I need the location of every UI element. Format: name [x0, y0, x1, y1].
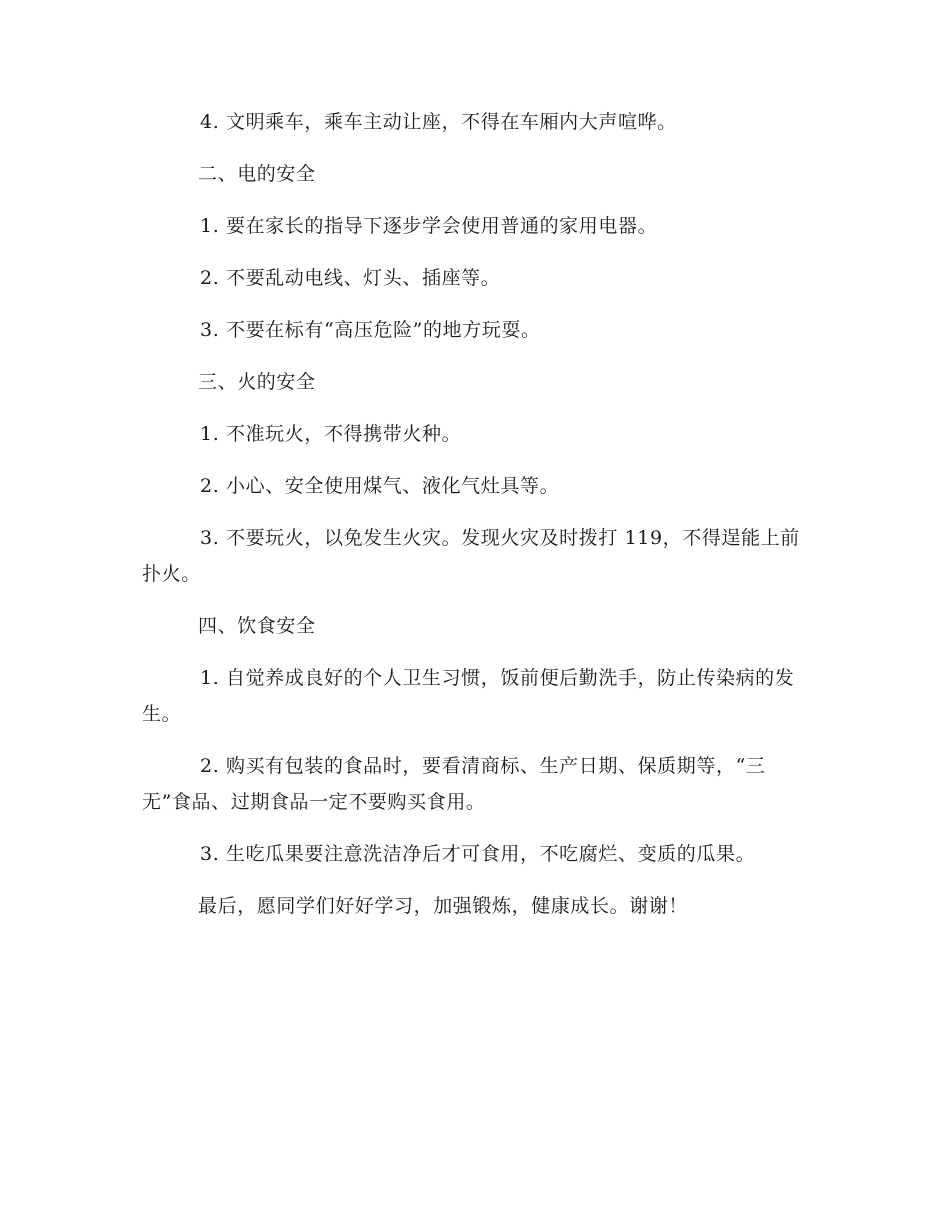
paragraph-electricity-3: 3. 不要在标有“高压危险”的地方玩耍。 — [200, 319, 541, 341]
section-heading-food: 四、饮食安全 — [198, 615, 316, 637]
paragraph-electricity-2: 2. 不要乱动电线、灯头、插座等。 — [200, 267, 501, 289]
paragraph-food-2: 2. 购买有包装的食品时，要看清商标、生产日期、保质期等，“三无”食品、过期食品一定不要购买食用。 — [142, 755, 766, 813]
paragraph-food-1: 1. 自觉养成良好的个人卫生习惯，饭前便后勤洗手，防止传染病的发生。 — [142, 667, 795, 725]
paragraph-electricity-1: 1. 要在家长的指导下逐步学会使用普通的家用电器。 — [200, 215, 658, 237]
paragraph-fire-3: 3. 不要玩火，以免发生火灾。发现火灾及时拨打 119，不得逞能上前扑火。 — [142, 527, 800, 585]
section-heading-fire: 三、火的安全 — [198, 371, 316, 393]
document-body — [142, 104, 810, 924]
paragraph-transport-4: 4. 文明乘车，乘车主动让座，不得在车厢内大声喧哗。 — [200, 111, 677, 133]
section-heading-electricity: 二、电的安全 — [198, 163, 316, 185]
closing-paragraph: 最后，愿同学们好好学习，加强锻炼，健康成长。谢谢！ — [198, 895, 689, 917]
paragraph-fire-2: 2. 小心、安全使用煤气、液化气灶具等。 — [200, 475, 560, 497]
paragraph-food-3: 3. 生吃瓜果要注意洗洁净后才可食用，不吃腐烂、变质的瓜果。 — [200, 843, 756, 865]
paragraph-fire-1: 1. 不准玩火，不得携带火种。 — [200, 423, 462, 445]
